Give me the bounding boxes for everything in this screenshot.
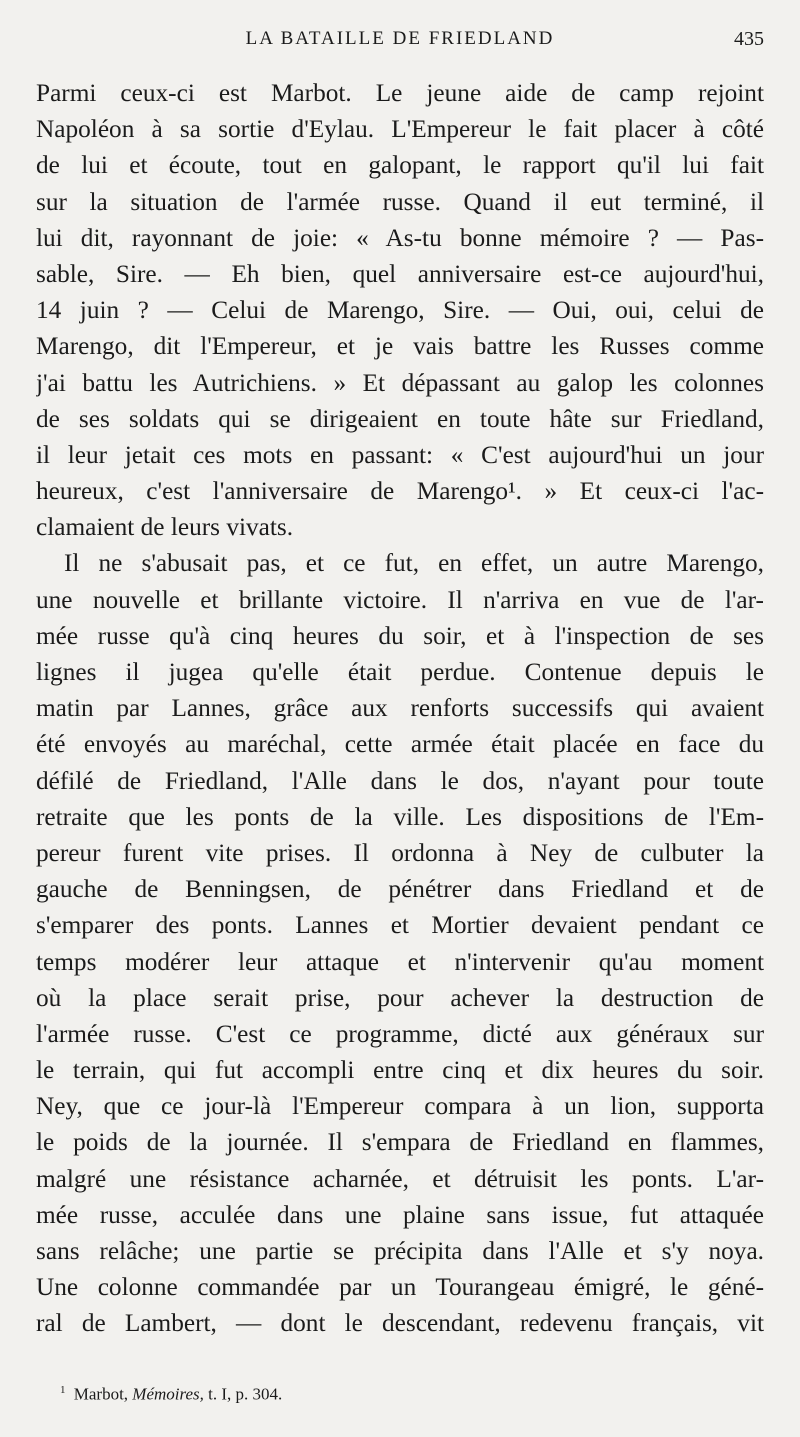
text-line: 14 juin ? — Celui de Marengo, Sire. — Oui, oui, celui de [36, 296, 764, 325]
text-line: défilé de Friedland, l'Alle dans le dos, n'ayant pour toute [36, 766, 764, 795]
footnote-author: Marbot, [73, 1384, 129, 1404]
text-line: pereur furent vite prises. Il ordonna à Ney de culbuter la [36, 838, 764, 867]
text-line: heureux, c'est l'anniversaire de Marengo¹. » Et ceux-ci l'ac- [36, 477, 764, 506]
text-line: ral de Lambert, — dont le descendant, redevenu français, vit [36, 1309, 764, 1338]
text-line: lignes il jugea qu'elle était perdue. Contenue depuis le [36, 658, 764, 686]
text-line: sans relâche; une partie se précipita dans l'Alle et s'y noya. [36, 1237, 764, 1265]
text-line: lui dit, rayonnant de joie: « As-tu bonne mémoire ? — Pas- [36, 223, 764, 252]
text-line: s'emparer des ponts. Lannes et Mortier devaient pendant ce [36, 911, 764, 940]
text-line: gauche de Benningsen, de pénétrer dans Friedland et de [36, 875, 764, 904]
text-line: mée russe qu'à cinq heures du soir, et à l'inspection de ses [36, 621, 764, 650]
text-line: malgré une résistance acharnée, et détruisit les ponts. L'ar- [36, 1164, 764, 1193]
text-line: le poids de la journée. Il s'empara de Friedland en flammes, [36, 1128, 764, 1157]
text-line: matin par Lannes, grâce aux renforts successifs qui avaient [36, 694, 764, 723]
footnote-ref: t. I, p. 304. [208, 1384, 283, 1404]
text-line: Ney, que ce jour-là l'Empereur compara à un lion, supporta [36, 1092, 764, 1121]
text-line: Parmi ceux-ci est Marbot. Le jeune aide de camp rejoint [36, 79, 764, 107]
text-line: l'armée russe. C'est ce programme, dicté aux généraux sur [36, 1019, 764, 1048]
text-line: Marengo, dit l'Empereur, et je vais battre les Russes comme [36, 332, 764, 361]
text-line: où la place serait prise, pour achever la destruction de [36, 983, 764, 1012]
text-line: temps modérer leur attaque et n'intervenir qu'au moment [36, 947, 764, 976]
footnote-mark: 1 [60, 1384, 66, 1396]
text-line: le terrain, qui fut accompli entre cinq et dix heures du soir. [36, 1056, 764, 1085]
text-line: Une colonne commandée par un Tourangeau émigré, le géné- [36, 1273, 764, 1302]
text-line: été envoyés au maréchal, cette armée était placée en face du [36, 730, 764, 759]
text-line: sable, Sire. — Eh bien, quel anniversaire est-ce aujourd'hui, [36, 259, 764, 288]
text-line: une nouvelle et brillante victoire. Il n'arriva en vue de l'ar- [36, 585, 764, 614]
running-title: LA BATAILLE DE FRIEDLAND [245, 28, 555, 49]
text-line: j'ai battu les Autrichiens. » Et dépassant au galop les colonnes [36, 368, 764, 397]
text-line: sur la situation de l'armée russe. Quand il eut terminé, il [36, 187, 764, 216]
text-line: Il ne s'abusait pas, et ce fut, en effet, un autre Marengo, [64, 549, 764, 578]
footnote-work: Mémoires, [132, 1384, 204, 1404]
footnote [60, 1379, 282, 1406]
text-line: il leur jetait ces mots en passant: « C'est aujourd'hui un jour [36, 440, 764, 469]
text-line: mée russe, acculée dans une plaine sans issue, fut attaquée [36, 1200, 764, 1229]
running-header [36, 28, 764, 58]
body-text [36, 75, 764, 1342]
text-line: retraite que les ponts de la ville. Les dispositions de l'Em- [36, 802, 764, 831]
text-line: de ses soldats qui se dirigeaient en toute hâte sur Friedland, [36, 404, 764, 433]
text-line: de lui et écoute, tout en galopant, le rapport qu'il lui fait [36, 151, 764, 180]
text-line: clamaient de leurs vivats. [36, 513, 294, 542]
page-number: 435 [734, 28, 764, 50]
text-line: Napoléon à sa sortie d'Eylau. L'Empereur le fait placer à côté [36, 115, 764, 144]
